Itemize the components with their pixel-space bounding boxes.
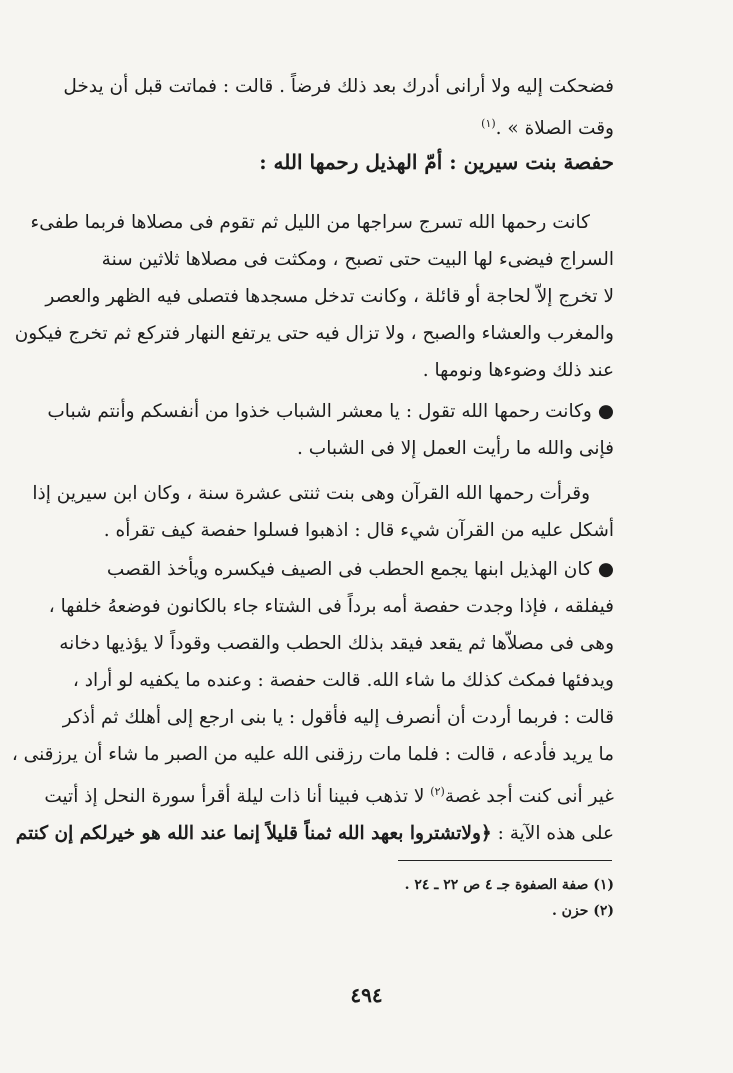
p1-line-2: السراج فيضىء لها البيت حتى تصبح ، ومكثت فى مصلاها ثلاثين سنة	[101, 249, 614, 270]
p3-line-2: أشكل عليه من القرآن شيء قال : اذهبوا فسلوا حفصة كيف تقرأه .	[103, 520, 614, 541]
footnote-2: (٢) حزن .	[551, 903, 614, 919]
section-heading: حفصة بنت سيرين : أمّ الهذيل رحمها الله :	[259, 150, 614, 174]
p2-line-2: فإنى والله ما رأيت العمل إلا فى الشباب .	[297, 438, 614, 459]
p4-line-7b: لا تذهب فبينا أنا ذات ليلة أقرأ سورة النحل إذ أتيت	[44, 786, 425, 808]
bullet-icon: ●	[597, 559, 614, 580]
p4-line-2: فيفلقه ، فإذا وجدت حفصة أمه برداً فى الشتاء جاء بالكانون فوضعهُ خلفها ،	[48, 596, 614, 617]
intro-paragraph	[63, 68, 614, 147]
p4-line-3: وهى فى مصلاّها ثم يقعد فيقد بذلك الحطب والقصب وقوداً لا يؤذيها دخانه	[59, 633, 614, 654]
p4-line-6: ما يريد فأدعه ، قالت : فلما مات رزقنى الله عليه من الصبر ما شاء أن يرزقنى ،	[11, 744, 614, 765]
paragraph-2	[47, 393, 614, 467]
intro-line-1: فضحكت إليه ولا أرانى أدرك بعد ذلك فرضاً . قالت : فماتت قبل أن يدخل	[63, 76, 614, 97]
footnote-ref-2: (٢)	[430, 785, 445, 798]
p4-line-5: قالت : فربما أردت أن أنصرف إليه فأقول : يا بنى ارجع إلى أهلك ثم أذكر	[62, 707, 614, 728]
paragraph-4	[11, 551, 614, 852]
p1-line-3: لا تخرج إلاّ لحاجة أو قائلة ، وكانت تدخل مسجدها فتصلى فيه الظهر والعصر	[45, 286, 614, 307]
p1-line-1: كانت رحمها الله تسرج سراجها من الليل ثم تقوم فى مصلاها فربما طفىء	[30, 212, 590, 233]
p4-line-4: ويدفئها فمكث كذلك ما شاء الله. قالت حفصة : وعنده ما يكفيه لو أراد ،	[72, 670, 614, 691]
page-number: ٤٩٤	[350, 983, 383, 1007]
p1-line-4: والمغرب والعشاء والصبح ، ولا تزال فيه حتى يرتفع النهار فتركع ثم تخرج فيكون	[14, 323, 614, 344]
p2-line-1: وكانت رحمها الله تقول : يا معشر الشباب خذوا من أنفسكم وأنتم شباب	[47, 401, 592, 422]
quran-verse: ﴿ولاتشتروا بعهد الله ثمناً قليلاً إنما عند الله هو خيرلكم إن كنتم	[15, 823, 492, 845]
p1-line-5: عند ذلك وضوءها ونومها .	[422, 360, 614, 381]
intro-line-2: وقت الصلاة » .	[495, 118, 614, 140]
bullet-icon: ●	[597, 401, 614, 422]
p4-line-7a: غير أنى كنت أجد غصة	[444, 786, 614, 808]
footnote-1: (١) صفة الصفوة جـ ٤ ص ٢٢ ـ ٢٤ .	[404, 877, 614, 893]
p4-line-1: كان الهذيل ابنها يجمع الحطب فى الصيف فيكسره ويأخذ القصب	[106, 559, 592, 580]
p3-line-1: وقرأت رحمها الله القرآن وهى بنت ثنتى عشرة سنة ، وكان ابن سيرين إذا	[32, 483, 590, 504]
footnote-ref-1: (١)	[481, 117, 496, 130]
paragraph-3	[32, 475, 614, 549]
footnote-divider	[398, 860, 612, 861]
p4-line-8a: على هذه الآية :	[497, 823, 614, 845]
paragraph-1	[14, 204, 614, 389]
